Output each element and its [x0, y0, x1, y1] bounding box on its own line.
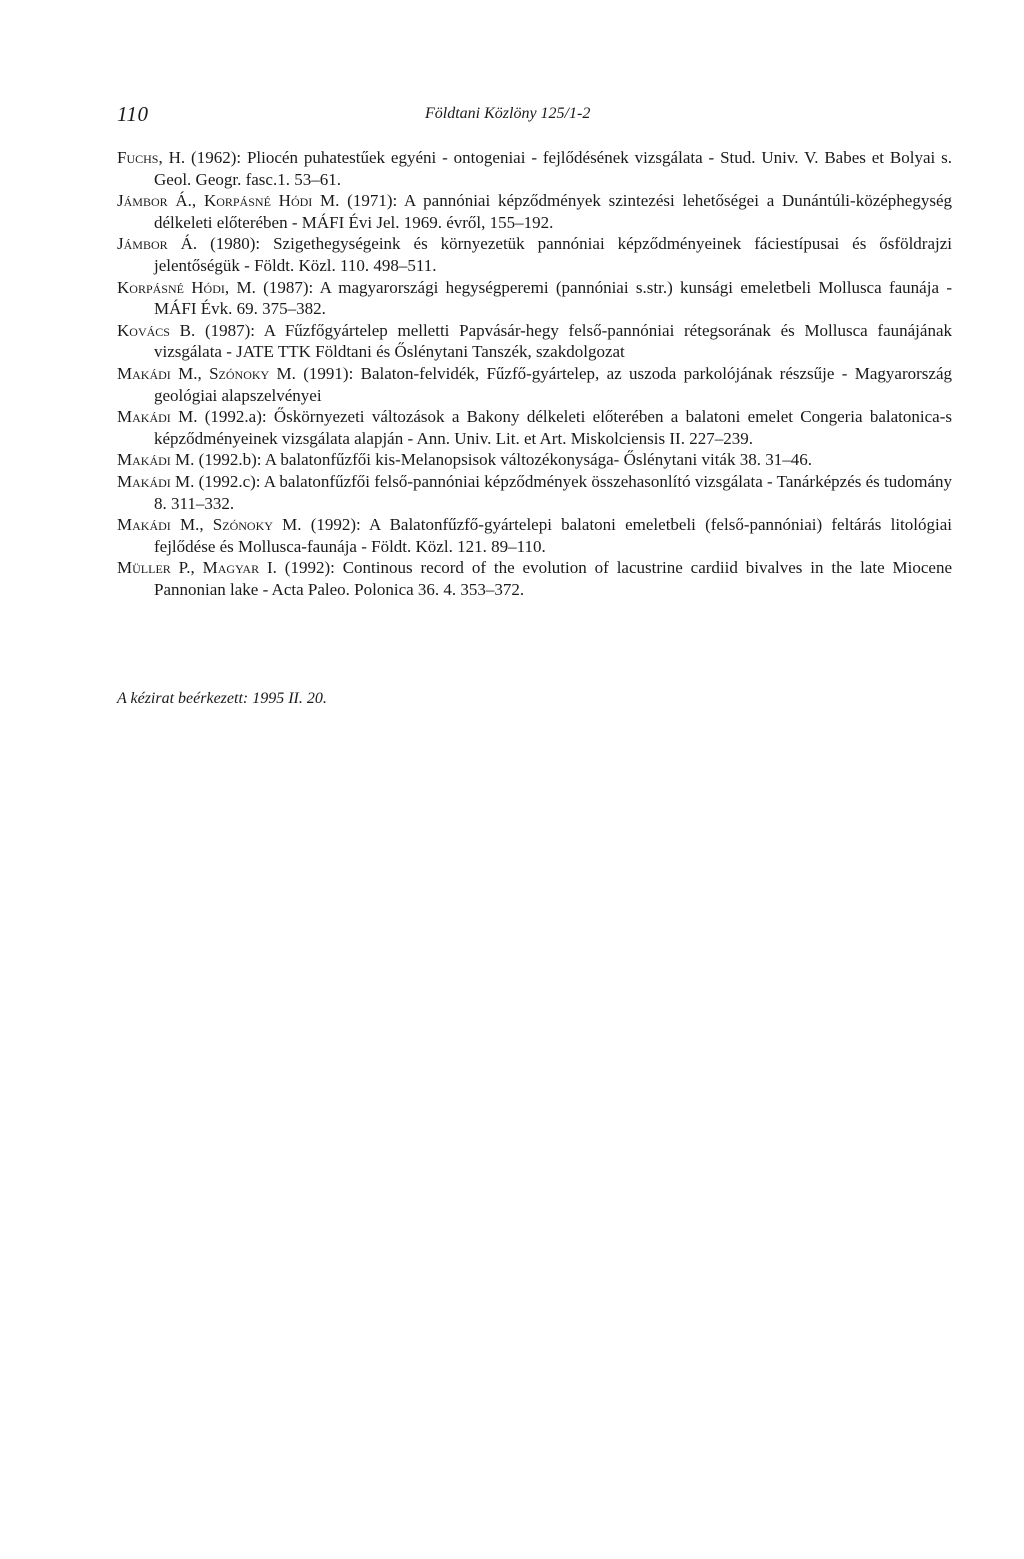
- reference-text: (1992.b): A balatonfűzfői kis-Melanopsisok változékonysága- Őslénytani viták 38. 31–46.: [194, 450, 812, 470]
- reference-entry: [117, 514, 952, 557]
- page-header: [117, 102, 952, 134]
- reference-entry: [117, 471, 952, 514]
- reference-authors: Jámbor Á., Korpásné Hódi M.: [117, 191, 340, 211]
- page-number: 110: [117, 102, 149, 126]
- reference-text: (1992.a): Őskörnyezeti változások a Bakony délkeleti előterében a balatoni emelet Congeria balatonica-s képződményeinek vizsgálata alapján - Ann. Univ. Lit. et Art. Miskolciensis II. 227–239.: [154, 407, 952, 448]
- manuscript-received-note: A kézirat beérkezett: 1995 II. 20.: [117, 690, 327, 707]
- reference-entry: [117, 406, 952, 449]
- reference-authors: Korpásné Hódi, M.: [117, 277, 256, 297]
- reference-entry: [117, 449, 952, 471]
- reference-authors: Makádi M.: [117, 407, 198, 427]
- reference-text: (1971): A pannóniai képződmények szintezési lehetőségei a Dunántúli-középhegység délkeleti előterében - MÁFI Évi Jel. 1969. évről, 155–192.: [154, 191, 952, 232]
- reference-entry: [117, 277, 952, 320]
- reference-text: (1980): Szigethegységeink és környezetük pannóniai képződményeinek fáciestípusai és ősföldrajzi jelentőségük - Földt. Közl. 110. 498–511.: [154, 234, 953, 275]
- reference-entry: [117, 557, 952, 600]
- reference-authors: Müller P., Magyar I.: [117, 558, 277, 578]
- reference-text: (1992): A Balatonfűzfő-gyártelepi balatoni emeletbeli (felső-pannóniai) feltárás litológiai fejlődése és Mollusca-faunája - Földt. Közl. 121. 89–110.: [154, 515, 952, 556]
- reference-text: (1987): A magyarországi hegységperemi (pannóniai s.str.) kunsági emeletbeli Mollusca faunája - MÁFI Évk. 69. 375–382.: [154, 277, 952, 319]
- reference-authors: Kovács B.: [117, 320, 196, 340]
- reference-authors: Makádi M.: [117, 450, 195, 470]
- reference-authors: Makádi M., Szónoky M.: [117, 515, 302, 535]
- reference-text: (1991): Balaton-felvidék, Fűzfő-gyártelep, az uszoda parkolójának részsűje - Magyarország geológiai alapszelvényei: [154, 363, 953, 405]
- journal-title: Földtani Közlöny 125/1-2: [425, 105, 591, 122]
- reference-entry: [117, 190, 952, 233]
- reference-authors: Fuchs, H.: [117, 148, 186, 167]
- reference-entry: [117, 363, 952, 406]
- reference-text: (1987): A Fűzfőgyártelep melletti Papvásár-hegy felső-pannóniai rétegsorának és Mollusca faunájának vizsgálata - JATE TTK Földtani és Őslénytani Tanszék, szakdolgozat: [154, 320, 952, 362]
- reference-text: (1992): Continous record of the evolution of lacustrine cardiid bivalves in the late Miocene Pannonian lake - Acta Paleo. Polonica 36. 4. 353–372.: [154, 558, 952, 599]
- reference-entry: [117, 320, 952, 363]
- reference-entry: [117, 233, 952, 276]
- reference-list: [117, 147, 952, 600]
- reference-entry: [117, 147, 952, 190]
- reference-authors: Jámbor Á.: [117, 234, 198, 254]
- reference-authors: Makádi M., Szónoky M.: [117, 363, 296, 383]
- reference-text: (1962): Pliocén puhatestűek egyéni - ontogeniai - fejlődésének vizsgálata - Stud. Univ. V. Babes et Bolyai s. Geol. Geogr. fasc.1. 53–61.: [154, 148, 952, 189]
- reference-authors: Makádi M.: [117, 471, 195, 491]
- reference-text: (1992.c): A balatonfűzfői felső-pannóniai képződmények összehasonlító vizsgálata - Tanárképzés és tudomány 8. 311–332.: [154, 471, 953, 513]
